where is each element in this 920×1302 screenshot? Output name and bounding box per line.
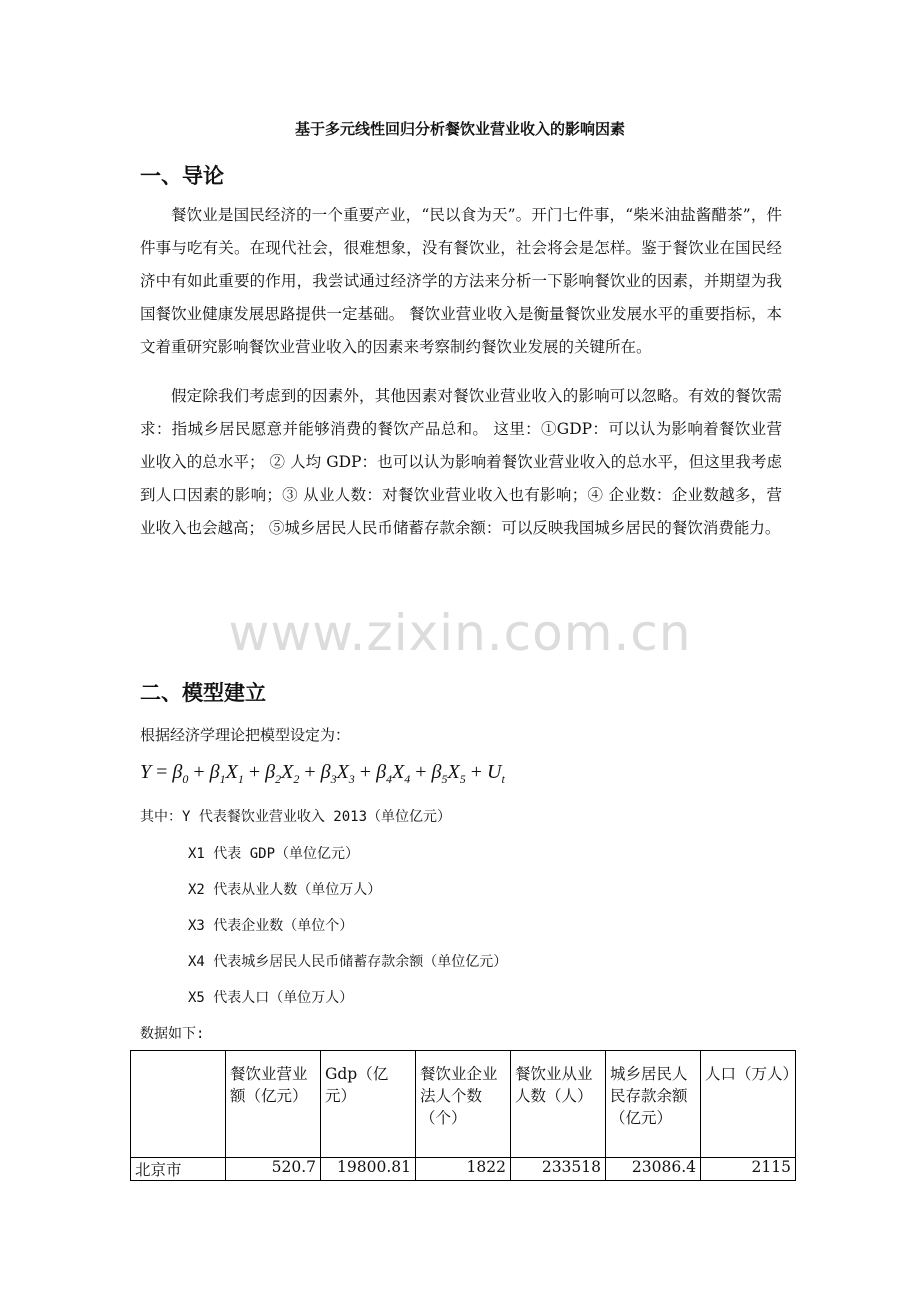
table-header-cell: 餐饮业营业额（亿元） [226,1051,321,1158]
table-header-row [131,1051,796,1158]
table-cell: 2115 [701,1158,796,1181]
table-row [131,1158,796,1181]
table-cell: 233518 [511,1158,606,1181]
section-heading-introduction: 一、导论 [140,164,224,188]
watermark: www.zixin.com.cn [228,604,692,662]
section-heading-model: 二、模型建立 [140,681,266,705]
data-intro-text: 数据如下: [140,1026,205,1042]
model-intro-text: 根据经济学理论把模型设定为： [140,726,351,744]
intro-paragraph-1: 餐饮业是国民经济的一个重要产业，“民以食为天”。开门七件事，“柴米油盐酱醋茶”，件件事与吃有关。在现代社会，很难想象，没有餐饮业，社会将会是怎样。鉴于餐饮业在国民经济中有如此重要的作用，我尝试通过经济学的方法来分析一下影响餐饮业的因素，并期望为我国餐饮业健康发展思路提供一定基础。 餐饮业营业收入是衡量餐饮业发展水平的重要指标，本文着重研究影响餐饮业营业收入的因素来考察制约餐饮业发展的关键所在。 [140,206,782,356]
table-header-cell: 餐饮业从业人数（人） [511,1051,606,1158]
intro-paragraph-2: 假定除我们考虑到的因素外，其他因素对餐饮业营业收入的影响可以忽略。有效的餐饮需求：指城乡居民愿意并能够消费的餐饮产品总和。 这里：①GDP：可以认为影响着餐饮业营业收入的总水平； ② 人均 GDP：也可以认为影响着餐饮业营业收入的总水平，但这里我考虑到人口因素的影响；③ 从业人数：对餐饮业营业收入也有影响；④ 企业数：企业数越多，营业收入也会越高； ⑤城乡居民人民币储蓄存款余额：可以反映我国城乡居民的餐饮消费能力。 [140,387,782,537]
variable-y-definition: 其中：Y 代表餐饮业营业收入 2013（单位亿元） [140,809,451,825]
data-table [130,1050,799,1181]
variable-x2-definition: X2 代表从业人数（单位万人） [188,882,382,898]
variable-x1-definition: X1 代表 GDP（单位亿元） [188,846,360,862]
document-title: 基于多元线性回归分析餐饮业营业收入的影响因素 [294,120,625,138]
variable-x5-definition: X5 代表人口（单位万人） [188,990,354,1006]
table-cell: 北京市 [131,1158,226,1181]
table-cell: 1822 [416,1158,511,1181]
regression-formula: $Y = \beta_0 + \beta_1X_1 + \beta_2X_2 + \beta_3X_3 + \beta_4X_4 + \beta_5X_5 + U_t$ [140,761,505,786]
table-cell: 520.7 [226,1158,321,1181]
table-header-cell: 人口（万人） [701,1051,796,1158]
table-header-cell: 餐饮业企业法人个数（个） [416,1051,511,1158]
table-header-cell: Gdp（亿元） [321,1051,416,1158]
variable-x4-definition: X4 代表城乡居民人民币储蓄存款余额（单位亿元） [188,954,508,970]
table-cell: 23086.4 [606,1158,701,1181]
table-header-cell: 城乡居民人民存款余额（亿元） [606,1051,701,1158]
variable-x3-definition: X3 代表企业数（单位个） [188,918,354,934]
table-header-cell [131,1051,226,1158]
table-cell: 19800.81 [321,1158,416,1181]
